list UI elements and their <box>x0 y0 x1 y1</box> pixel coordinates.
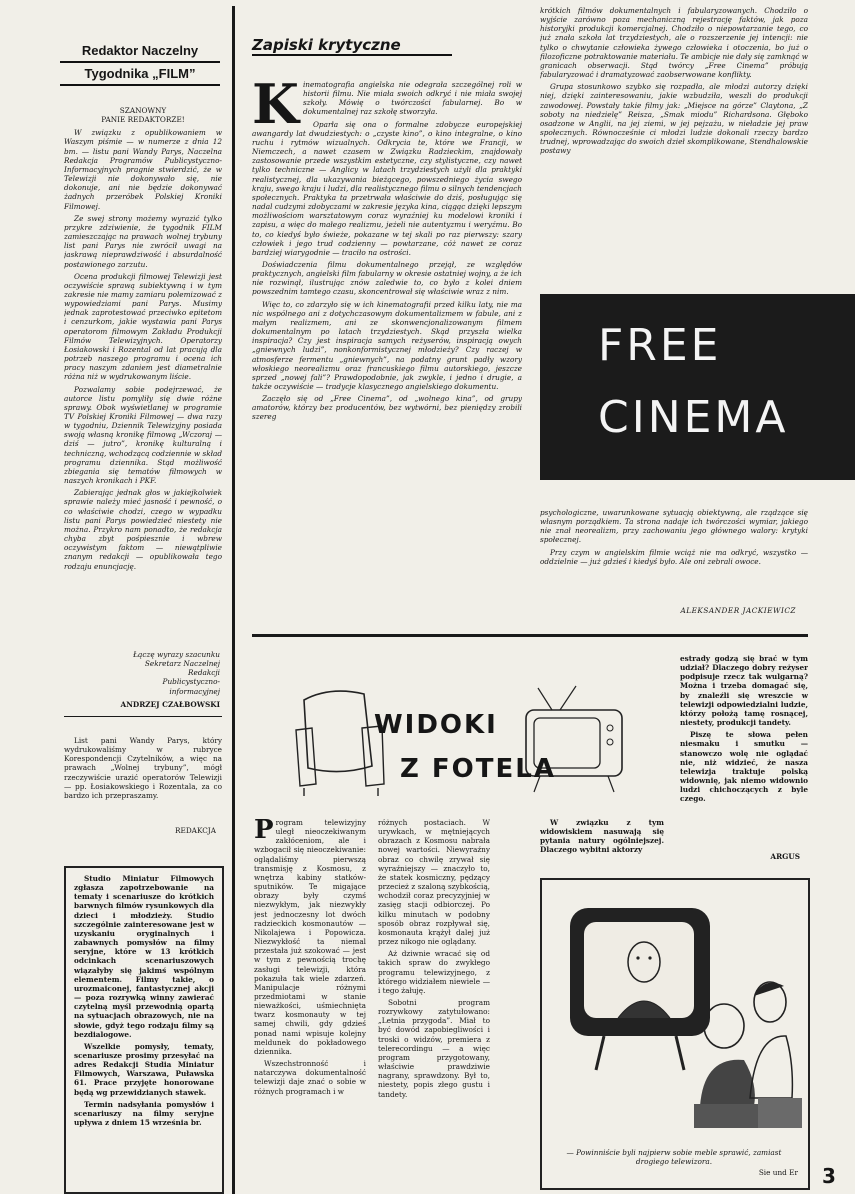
letter-column <box>64 106 222 646</box>
editorial-reply <box>64 736 222 826</box>
zapiski-column-1 <box>252 80 522 625</box>
letter-divider <box>64 716 222 717</box>
letter-paragraph: Ocena produkcji filmowej Telewizji jest oczywiście sprawą subiektywną i w tym zakresie nie mamy zamiaru polemizować z wypowiedziami pani Parys. Musimy jednak zaprotestować przeciwko epitetom i cenzurkom, jakie wystawia pani Parys operatorom filmowym Zakładu Produkcji Filmów Telewizyjnych. Operatorzy Łosiakowski i Rozental od lat pracują dla potrzeb naszego programu i ocena ich pracy naszym zdaniem jest diametralnie różna niż w wydrukowanym liście. <box>64 271 222 382</box>
zapiski-column-2-continued <box>540 508 808 598</box>
cartoon-caption: — Powinniście byli najpierw sobie meble sprawić, zamiast drogiego telewizora. <box>566 1148 782 1167</box>
zapiski-paragraph: Oparła się ona o formalne zdobycze europejskiej awangardy lat dwudziestych: o „czyste kino”, o kino integralne, o kino ruchu i rytmów wizualnych. Odkrycia te, które we Francji, w Niemczech, a nawet czasem w Związku Radzieckim, znajdowały zastosowanie przede wszystkim estetyczne, czy stylistyczne, czy nawet tylko techniczne — Anglicy w latach trzydziestych użyli dla praktyki realistycznej, dla ukazywania bieżącego, powszedniego życia swego kraju, swego kraju i ludzi, dla realistycznego filmu o silnych tendencjach społecznych. Praktyka ta przetrwała właściwie do dziś, posługując się nadal cudzymi zdobyczami w zakresie języka kina, ciągąc dzięki lepszym możliwościom warsztatowym coraz wyraźniej ku modelowi kroniki i zapisu, a więc do małego realizmu, jeżeli nie autentyzmu i weryźmu. Bo to, co kiedyś było świeże, pokazane w tej skali po raz pierwszy: szary człowiek i jego trud codzienny — powtarzane, cóż nawet ze coraz bardziej wiarygodnie — traciło na ostrości. <box>252 119 522 257</box>
editor-heading <box>60 42 220 86</box>
zapiski-rubric: Zapiski krytyczne <box>252 36 452 56</box>
widoki-title-line1: WIDOKI <box>374 710 498 740</box>
widoki-dropcap: P <box>254 818 274 845</box>
free-cinema-title-line1: FREE <box>598 320 722 371</box>
left-column-rule <box>232 6 235 1194</box>
widoki-column-2 <box>378 818 490 1194</box>
widoki-paragraph: Wszechstronność i natarczywa dokumentalność telewizji daje znać o sobie w różnych programach i w <box>254 1059 366 1096</box>
letter-paragraph: Zabierając jednak głos w jakiejkolwiek sprawie należy mieć jasność i pewność, o co właściwie chodzi, czego w wypadku listu pani Parys powiedzieć niestety nie można. Przykro nam ponadto, że redakcja chyba zbyt pośpiesznie i wbrew oczywistym faktom — niewątpliwie znanym redakcji — opublikowała tego rodzaju enuncjację. <box>64 488 222 571</box>
zapiski-paragraph: Zaczęło się od „Free Cinema”, od „wolnego kina”, od grupy amatorów, którzy bez producentów, bez wytwórni, bez pieniędzy zrobili szereg <box>252 394 522 422</box>
letter-paragraph: W związku z opublikowaniem w Waszym piśmie — w numerze z dnia 12 bm. — listu pani Wandy Parys, Naczelna Redakcja Programów Publicystyczno-Informacyjnych pragnie stwierdzić, że w Telewizji nie dokonywało się, nie dokonuje, ani nie będzie dokonywać żadnych przeróbek Polskiej Kroniki Filmowej. <box>64 128 222 211</box>
cartoon-frame <box>540 878 810 1190</box>
letter-paragraph: Ze swej strony możemy wyrazić tylko przykre zdziwienie, że tygodnik FILM zamieszczając na prawach wolnej trybuny list pani Parys nie zwrócił uwagi na jaskrawą nieprawdziwość i absurdalność postawionego zarzutu. <box>64 213 222 269</box>
widoki-paragraph: W związku z tym widowiskiem nasuwają się pytania natury ogólniejszej. Dlaczego wybitni aktorzy <box>540 818 664 855</box>
notice-box <box>64 866 224 1194</box>
reply-signature: REDAKCJA <box>175 826 216 835</box>
cartoon-credit: Sie und Er <box>758 1168 798 1177</box>
free-cinema-title-line2: CINEMA <box>598 392 789 443</box>
letter-closing: Łączę wyrazy szacunku Sekretarz Naczelnej Redakcji Publicystyczno- informacyjnej <box>133 650 220 696</box>
free-cinema-box <box>540 294 855 480</box>
zapiski-dropcap: K <box>252 80 299 136</box>
zapiski-author: ALEKSANDER JACKIEWICZ <box>680 606 796 615</box>
zapiski-paragraph: Więc to, co zdarzyło się w ich kinematografii przed kilku laty, nie ma nic wspólnego ani z dotychczasowym dokumentalizmem w fabule, ani z małym realizmem, ani ze skonwencjonalizowanym filmem dokumentalnym po latach trzydziestych. Skąd przyszła wielka inspiracja? Czy jest inspiracja samych reżyserów, inspiracją owych „gniewnych ludzi”, nonkonformistycznej młodzieży? Czy raczej w atmosferze fermentu „gniewnych”, na podatny grunt padły wzory włoskiego neorealizmu oraz francuskiego filmu autorskiego, jeszcze sprzed „nowej fali”? Prawdopodobnie, jak zwykle, i jedno i drugie, a także oczywiście — tradycje klasycznego angielskiego dokumentu. <box>252 299 522 391</box>
widoki-signature: ARGUS <box>770 852 800 861</box>
widoki-paragraph: rogram telewizyjny uległ nieoczekiwanym zakłóceniom, ale i wzbogacił się nieoczekiwanie: oglądaliśmy pierwszą transmisję z Kosmosu, z wnętrza kabiny statków-sputników. Te migające obrazy były czymś niezwykłym, jak niezwykły jest jednoczesny lot dwóch radzieckich kosmonautów — Nikolajewa i Popowicza. Niezwykłość ta niemal przestała już szokować — jest w tym z pewnością trochę zasługi telewizji, która pokazuła tak wiele zdarzeń. Manipulacje różnymi przedmiotami w stanie nieważkości, uśmiechnięta twarz kosmonauty w tej samej chwili, gdy gdzieś ponad nami wpisuje kolejny meldunek do pokładowego dziennika. <box>254 818 366 1056</box>
zapiski-paragraph: Grupa stosunkowo szybko się rozpadła, ale młodzi autorzy dzięki niej, dzięki zainteresowaniu, jakie wzbudziła, weszli do produkcji zawodowej. Powstały takie filmy jak: „Miejsce na górze” Claytona, „Z soboty na niedzielę” Reisza, „Smak miodu” Richardsona. Głęboko osadzone w Anglii, na jej ziemi, w jej pejzażu, w nieładzie jej praw społecznych. Równocześnie ci młodzi ludzie dokonali rzeczy bardzo trudnej, wprowadzając do swoich dzieł skomplikowane, Stendhalowskie postawy <box>540 82 808 156</box>
notice-paragraph: Studio Miniatur Filmowych zgłasza zapotrzebowanie na tematy i scenariusze do krótkich barwnych filmów rysunkowych dla dzieci i młodzieży. Studio szczególnie zainteresowane jest w uzyskaniu oryginalnych i zabawnych pomysłów na filmy seryjne, które w 13 krótkich odcinkach scenariuszowych wiązałyby się jakimś wspólnym elementem. Filmy takie, o urozmaiconej, fantastycznej akcji — poza rozrywką winny zawierać czytelną myśl przewodnią opartą na sytuacjach obrazowych, nie na słowie, gdyż tego rodzaju filmy są bezdialogowe. <box>74 874 214 1039</box>
zapiski-paragraph: Doświadczenia filmu dokumentalnego przejął, ze względów praktycznych, angielski film fabularny w okresie ostatniej wojny, a że ich nie rozwinął, ilustrując znów zaledwie to, co było z kolei dniem powszednim tamtego czasu, skoncentrował się właściwie wraz z nim. <box>252 259 522 297</box>
widoki-paragraph: Aż dziwnie wracać się od takich spraw do zwykłego programu telewizyjnego, z którego widziałem niewiele — i tego żałuję. <box>378 949 490 995</box>
editor-heading-line1: Redaktor Naczelny <box>81 43 199 58</box>
zapiski-paragraph: krótkich filmów dokumentalnych i fabularyzowanych. Chodziło o wyjście zarówno poza mechaniczną rejestrację faktów, jak poza historyjki produkcji komercjalnej. Chodziło o niepowtarzanie tego, co już znała szkoła lat trzydziestych, ale o rozszerzenie jej intencji: nie tylko o chwytanie człowieka żywego człowieka i otoczenia, bo już o filozoficzne potraktowanie materiału. Te ambicje nie dały się zamknąć w granicach obserwacji. Stąd twórcy „Free Cinema” próbują fabularyzować i dramatyzować zaobserwowane konflikty. <box>540 6 808 80</box>
reply-paragraph: List pani Wandy Parys, który wydrukowaliśmy w rubryce Korespondencji Czytelników, a więc na prawach „Wolnej trybuny”, mógł rzeczywiście urazić operatorów Telewizji — pp. Łosiakowskiego i Rozentala, za co bardzo ich przepraszamy. <box>64 736 222 800</box>
widoki-column-4 <box>680 654 808 838</box>
letter-paragraph: Pozwalamy sobie podejrzewać, że autorce listu pomyliły się dwie różne sprawy. Obok wyświetlanej w programie TV Polskiej Kroniki Filmowej — dwa razy w tygodniu, Dziennik Telewizyjny posiada swoją własną kronikę filmową „Wczoraj — dziś — jutro”, kronikę kulturalną i techniczną, wchodzącą codziennie w skład programu dziennika. Stąd możliwość zbiegania się tematów filmowych w naszych kronikach i PKF. <box>64 384 222 486</box>
notice-paragraph: Termin nadsyłania pomysłów i scenariuszy na filmy seryjne upływa z dniem 15 września br. <box>74 1099 214 1128</box>
editor-heading-line2: Tygodnika „FILM” <box>60 61 220 86</box>
widoki-paragraph: różnych postaciach. W urywkach, w mętniejących obrazach z Kosmosu nabrała nowej wartości. Niewyraźny obraz co chwilę zrywał się wyraźniejszy — znaczyło to, że statek kosmiczny, pędzący przecież z szaloną szybkością, wchodził coraz precyzyjniej w zasięg stacji odbiorczej. Po kilku minutach w podobny sposób obraz rozpływał się, kosmonauta krążył dalej już przez nikogo nie oglądany. <box>378 818 490 947</box>
zapiski-body <box>252 80 522 422</box>
letter-salutation: SZANOWNY PANIE REDAKTORZE! <box>101 106 185 125</box>
widoki-paragraph: Sobotni program rozrywkowy zatytułowano: „Letnia przygoda”. Miał to być dowód zapobiegliwości i troski o widzów, premiera z telerecordingu — a więc program przygotowany, właściwie prawdziwie nagrany, sprawdzony. Był to, niestety, popis złego gustu i tandety. <box>378 997 490 1099</box>
letter-signature: ANDRZEJ CZAŁBOWSKI <box>120 700 220 709</box>
page-number: 3 <box>822 1164 836 1188</box>
zapiski-paragraph: Przy czym w angielskim filmie wciąż nie ma odkryć, wszystko — oddzielnie — już gdzieś i kiedyś było. Ale oni zebrali owoce. <box>540 547 808 566</box>
widoki-column-1 <box>254 818 366 1194</box>
letter-body <box>64 128 222 570</box>
widoki-title-line2: Z FOTELA <box>400 754 556 784</box>
widoki-paragraph: estrady godzą się brać w tym udział? Dlaczego dobry reżyser podpisuje rzecz tak wulgarną? Można i trzeba domagać się, by znaleźli się wreszcie w telewizji odpowiedzialni ludzie, którzy położą tamę rosnącej, niestety, produkcji tandety. <box>680 654 808 728</box>
section-divider <box>252 634 808 637</box>
widoki-header-art <box>290 680 630 800</box>
widoki-column-3 <box>540 818 664 862</box>
zapiski-paragraph: inematografia angielska nie odegrała szczególnej roli w historii filmu. Nie miała swoich odkryć i nie miała swojej szkoły. Mówię o twórczości fabularnej. Bo w dokumentalnej raz szkołę stworzyła. <box>302 80 522 117</box>
zapiski-paragraph: psychologiczne, uwarunkowane sytuacją obiektywną, ale rządzące się własnym porządkiem. Ta strona nadaje ich twórczości wymiar, jakiego nie znał neorealizm, przy zachowaniu jego głównego walorу: krytyki społecznej. <box>540 508 808 545</box>
cartoon-illustration <box>544 884 806 1134</box>
notice-paragraph: Wszelkie pomysły, tematy, scenariusze prosimy przesyłać na adres Redakcji Studia Miniatur Filmowych, Warszawa, Puławska 61. Prace przyjęte honorowane będą wg przewidzianych stawek. <box>74 1041 214 1097</box>
widoki-paragraph: Piszę te słowa pełen niesmaku i smutku — stanowczo wolę nie oglądać nie, niż widzieć, że nasza telewizja traktuje polską widownię, jak niemo widownio ludzi chichoczących z byle czego. <box>680 730 808 804</box>
zapiski-column-2 <box>540 6 808 290</box>
notice-box-text <box>74 874 214 1190</box>
